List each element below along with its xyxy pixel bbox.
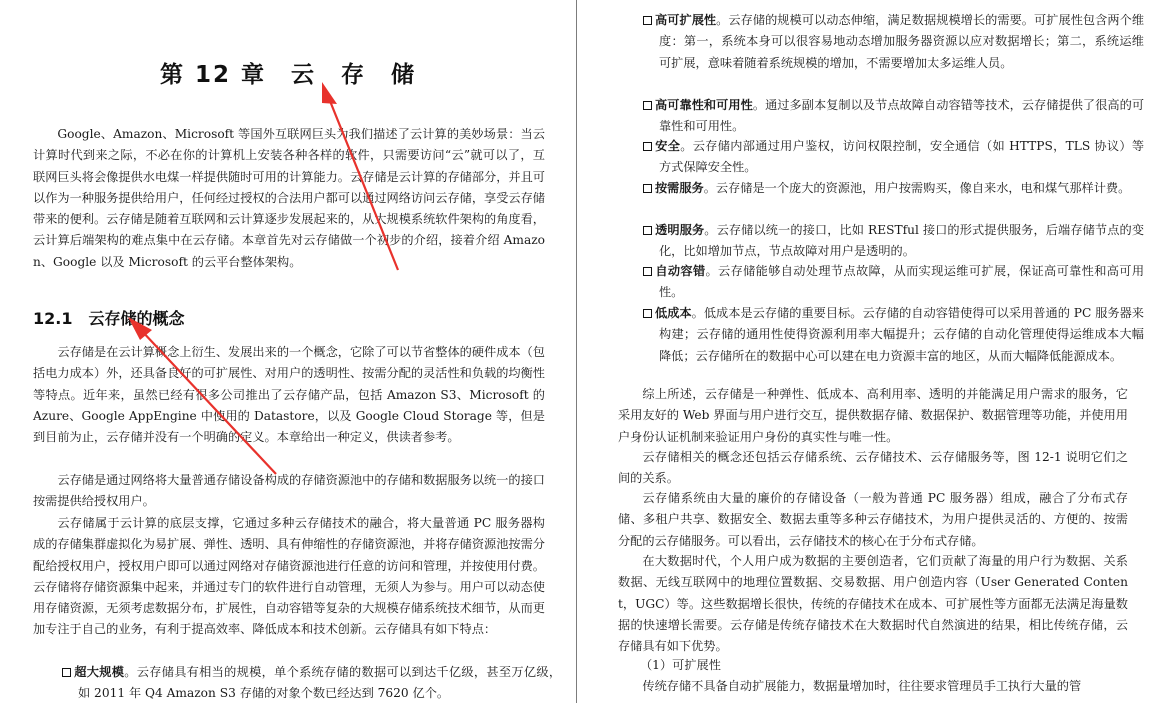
concept-paragraph: 云存储是在云计算概念上衍生、发展出来的一个概念，它除了可以节省整体的硬件成本（包括电力成本）外，还具备良好的可扩展性、对用户的透明性、按需分配的灵活性和负载的均衡性等特点。近年来，虽然已经有很多公司推出了云存储产品，包括 Amazon S3、Microsoft 的 Azure、Google AppEngine 中使用的 Datastore，以及 Google Cloud Storage 等，但是到目前为止，云存储并没有一个明确的定义。本章给出一种定义，供读者参考。	[33, 345, 545, 445]
red-arrowhead	[322, 82, 337, 104]
bullet-term: 超大规模	[74, 665, 125, 679]
red-arrow-line	[140, 329, 276, 474]
bullet-text: 。云存储能够自动处理节点故障，从而实现运维可扩展，保证高可靠性和高可用性。	[659, 264, 1145, 300]
system-paragraph: 云存储系统由大量的廉价的存储设备（一般为普通 PC 服务器）组成，融合了分布式存储、多租户共享、数据安全、数据去重等多种云存储技术，为用户提供灵活的、方便的、按需分配的云存储服务。可以看出，云存储技术的核心在于分布式存储。	[618, 491, 1128, 548]
section-heading: 12.1 云存储的概念	[33, 309, 185, 328]
summary-paragraph: 综上所述，云存储是一种弹性、低成本、高利用率、透明的并能满足用户需求的服务，它采用友好的 Web 界面与用户进行交互，提供数据存储、数据保护、数据管理等功能，并使用用户身份认证机制来验证用户身份的真实性与唯一性。	[618, 387, 1128, 444]
support-paragraph: 云存储属于云计算的底层支撑，它通过多种云存储技术的融合，将大量普通 PC 服务器构成的存储集群虚拟化为易扩展、弹性、透明、具有伸缩性的存储资源池，并将存储资源池按需分配给授权用户，授权用户即可以通过网络对存储资源池进行任意的访问和管理，并按使用付费。云存储将存储资源集中起来，并通过专门的软件进行自动管理，无须人为参与。用户可以动态使用存储资源，无须考虑数据分布，扩展性，自动容错等复杂的大规模存储系统技术细节，从而更加专注于自己的业务，有利于提高效率、降低成本和技术创新。云存储具有如下特点：	[33, 516, 545, 637]
bullet-text: 。云存储内部通过用户鉴权，访问权限控制，安全通信（如 HTTPS，TLS 协议）等方式保障安全性。	[659, 139, 1145, 175]
bullet-term: 自动容错	[655, 264, 706, 278]
bullet-term: 高可靠性和可用性	[655, 98, 753, 112]
numbered-heading: （1）可扩展性	[640, 658, 721, 672]
intro-paragraph: Google、Amazon、Microsoft 等国外互联网巨头为我们描述了云计算的美妙场景：当云计算时代到来之际，不必在你的计算机上安装各种各样的软件，只需要访问“云”就可以了，互联网巨头将会像提供水电煤一样提供随时可用的计算能力。云存储是云计算的存储部分，并且可以作为一种服务提供给用户，任何经过授权的合法用户都可以通过网络访问云存储，享受云存储带来的便利。云存储是随着互联网和云计算逐步发展起来的，从大规模系统软件架构的角度看，云计算后端架构的难点集中在云存储。本章首先对云存储做一个初步的介绍，接着介绍 Amazon、Google 以及 Microsoft 的云平台整体架构。	[33, 127, 545, 269]
bigdata-paragraph: 在大数据时代，个人用户成为数据的主要创造者，它们贡献了海量的用户行为数据、关系数据、无线互联网中的地理位置数据、交易数据、用户创造内容（User Generated Content，UGC）等。这些数据增长很快，传统的存储技术在成本、可扩展性等方面都无法满足海量数据的快速增长需要。云存储是传统存储技术在大数据时代自然演进的结果，相比传统存储，云存储具有如下优势。	[618, 554, 1128, 654]
concepts-paragraph: 云存储相关的概念还包括云存储系统、云存储技术、云存储服务等，图 12-1 说明它们之间的关系。	[618, 450, 1128, 486]
definition-paragraph: 云存储是通过网络将大量普通存储设备构成的存储资源池中的存储和数据服务以统一的接口按需提供给授权用户。	[33, 473, 545, 509]
bullet-term: 高可扩展性	[655, 13, 717, 27]
bullet-text: 。云存储的规模可以动态伸缩，满足数据规模增长的需要。可扩展性包含两个维度：第一，系统本身可以很容易地动态增加服务器资源以应对数据增长；第二，系统运维可扩展，意味着随着系统规模的增加，不需要增加太多运维人员。	[659, 13, 1145, 70]
bullet-text: 。通过多副本复制以及节点故障自动容错等技术，云存储提供了很高的可靠性和可用性。	[659, 98, 1145, 134]
bullet-text: 。低成本是云存储的重要目标。云存储的自动容错使得可以采用普通的 PC 服务器来构建；云存储的通用性使得资源利用率大幅提升；云存储的自动化管理使得运维成本大幅降低；云存储所在的数据中心可以建在电力资源丰富的地区，从而大幅降低能源成本。	[659, 306, 1144, 363]
bullet-text: 。云存储以统一的接口，比如 RESTful 接口的形式提供服务，后端存储节点的变化，比如增加节点，节点故障对用户是透明的。	[659, 223, 1145, 259]
bullet-text: 。云存储是一个庞大的资源池，用户按需购买，像自来水，电和煤气那样计费。	[703, 181, 1131, 195]
bullet-term: 安全	[655, 139, 681, 153]
bullet-term: 透明服务	[655, 223, 705, 237]
red-arrow-line	[328, 96, 398, 270]
bullet-text: 。云存储具有相当的规模，单个系统存储的数据可以到达千亿级，甚至万亿级，如 2011 年 Q4 Amazon S3 存储的对象个数已经达到 7620 亿个。	[78, 665, 562, 701]
chapter-title: 第 12 章 云 存 储	[159, 62, 417, 88]
bullet-term: 按需服务	[655, 181, 704, 195]
last-line: 传统存储不具备自动扩展能力，数据量增加时，往往要求管理员手工执行大量的管	[642, 679, 1082, 693]
bullet-term: 低成本	[655, 306, 692, 320]
